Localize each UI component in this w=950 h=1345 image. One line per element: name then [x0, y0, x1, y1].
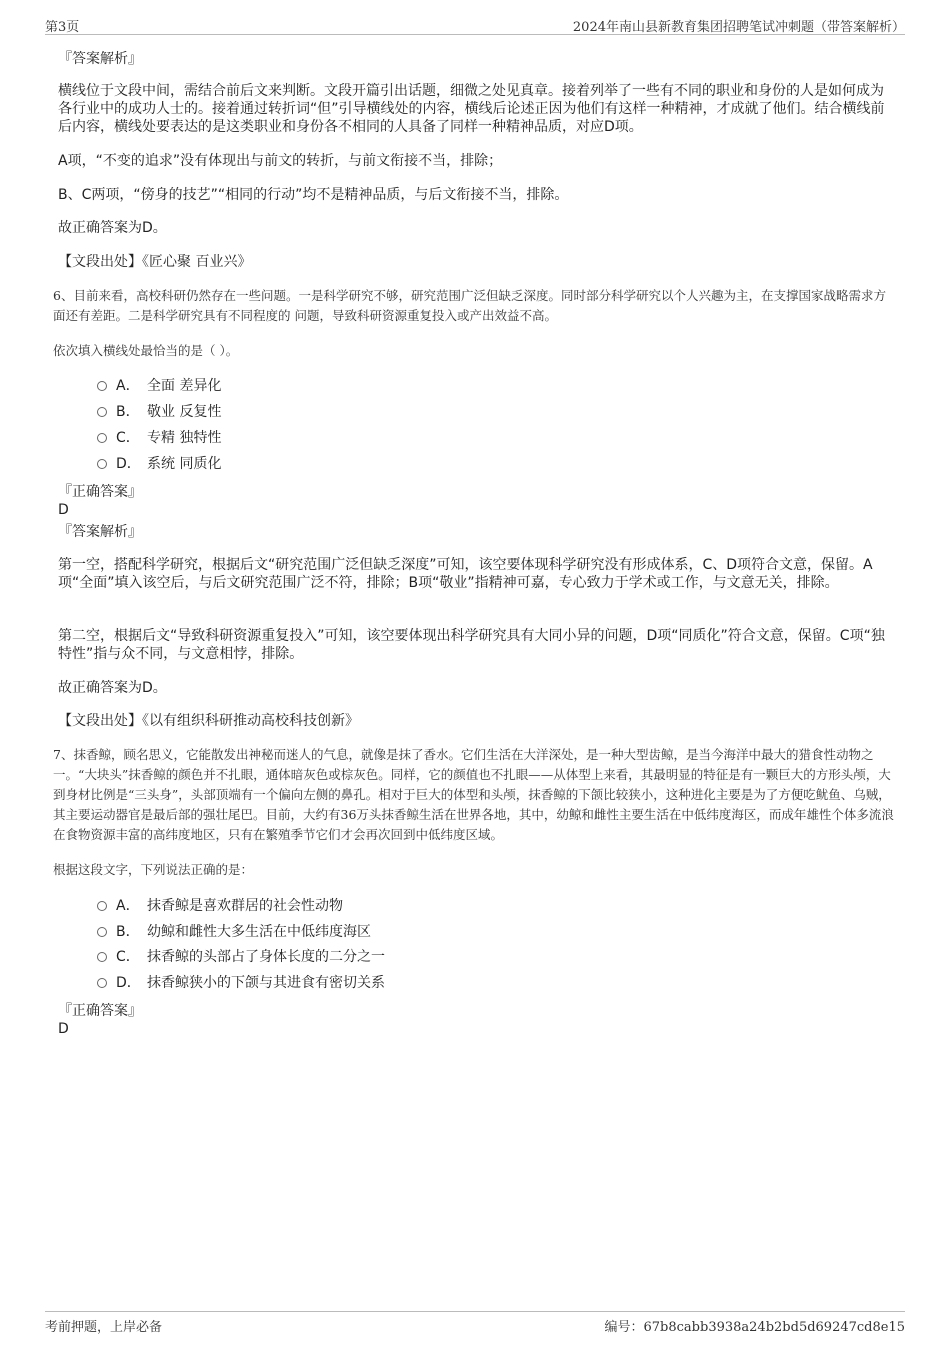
option-key: A． [116, 898, 140, 914]
radio-icon[interactable] [97, 381, 107, 391]
option-key: D． [116, 975, 141, 991]
option-text: 抹香鲸的头部占了身体长度的二分之一 [147, 949, 385, 965]
option-key: D． [116, 456, 141, 472]
q7-option-a[interactable] [97, 896, 343, 916]
radio-icon[interactable] [97, 901, 107, 911]
q6-option-b[interactable] [97, 402, 221, 422]
q5-analysis-paragraph-2: A项，“不变的追求”没有体现出与前文的转折，与前文衔接不当，排除； [58, 153, 503, 169]
radio-icon[interactable] [97, 927, 107, 937]
page-footer [45, 1311, 905, 1335]
q7-answer-label: 『正确答案』 [58, 1003, 142, 1019]
radio-icon[interactable] [97, 459, 107, 469]
q7-prompt: 根据这段文字，下列说法正确的是： [53, 862, 254, 877]
q6-option-d[interactable] [97, 454, 221, 474]
q5-analysis-label: 『答案解析』 [58, 51, 142, 67]
q5-analysis-paragraph-4: 故正确答案为D。 [58, 220, 167, 236]
radio-icon[interactable] [97, 407, 107, 417]
document-code: 编号：67b8cabb3938a24b2bd5d69247cd8e15 [604, 1320, 905, 1335]
q6-answer-label: 『正确答案』 [58, 484, 142, 500]
q6-analysis-label: 『答案解析』 [58, 524, 142, 540]
q7-option-b[interactable] [97, 922, 371, 942]
q5-source: 【文段出处】《匠心聚 百业兴》 [58, 254, 252, 270]
option-key: C． [116, 949, 140, 965]
radio-icon[interactable] [97, 978, 107, 988]
q7-option-c[interactable] [97, 947, 385, 967]
radio-icon[interactable] [97, 952, 107, 962]
q6-option-c[interactable] [97, 428, 221, 448]
q6-option-a[interactable] [97, 376, 221, 396]
option-text: 系统 同质化 [147, 456, 222, 472]
option-key: B． [116, 404, 140, 420]
q7-option-d[interactable] [97, 973, 385, 993]
option-text: 专精 独特性 [147, 430, 222, 446]
q6-prompt: 依次填入横线处最恰当的是（ ）。 [53, 343, 239, 358]
document-title: 2024年南山县新教育集团招聘笔试冲刺题（带答案解析） [572, 20, 905, 35]
option-text: 敬业 反复性 [147, 404, 222, 420]
option-text: 抹香鲸狭小的下颌与其进食有密切关系 [147, 975, 385, 991]
footer-slogan: 考前押题，上岸必备 [45, 1320, 163, 1335]
q6-analysis-paragraph-1: 第一空，搭配科学研究，根据后文“研究范围广泛但缺乏深度”可知，该空要体现科学研究没有形成体系，C、D项符合文意，保留。A项“全面”填入该空后，与后文研究范围广泛不符，排除；B项“敬业”指精神可嘉，专心致力于学术或工作，与文意无关，排除。 [58, 557, 873, 591]
q6-answer: D [58, 502, 69, 518]
option-text: 幼鲸和雌性大多生活在中低纬度海区 [147, 924, 371, 940]
q7-answer: D [58, 1021, 69, 1037]
option-key: A． [116, 378, 140, 394]
option-text: 抹香鲸是喜欢群居的社会性动物 [147, 898, 343, 914]
option-key: B． [116, 924, 140, 940]
page-number: 第3页 [45, 20, 80, 35]
radio-icon[interactable] [97, 433, 107, 443]
q7-stem: 7、抹香鲸，顾名思义，它能散发出神秘而迷人的气息，就像是抹了香水。它们生活在大洋深处，是一种大型齿鲸，是当今海洋中最大的猎食性动物之一。“大块头”抹香鲸的颜色并不扎眼，通体暗灰色或棕灰色。同样，它的颜值也不扎眼——从体型上来看，其最明显的特征是有一颗巨大的方形头颅，大到身材比例是“三头身”，头部顶端有一个偏向左侧的鼻孔。相对于巨大的体型和头颅，抹香鲸的下颌比较狭小，这种进化主要是为了方便吃鱿鱼、乌贼，其主要运动器官是最后部的强壮尾巴。目前，大约有36万头抹香鲸生活在世界各地，其中，幼鲸和雌性主要生活在中低纬度海区，而成年雄性个体多流浪在食物资源丰富的高纬度地区，只有在繁殖季节它们才会再次回到中低纬度区域。 [53, 747, 894, 842]
q6-source: 【文段出处】《以有组织科研推动高校科技创新》 [58, 713, 359, 729]
q6-analysis-paragraph-3: 故正确答案为D。 [58, 680, 167, 696]
q6-stem: 6、目前来看，高校科研仍然存在一些问题。一是科学研究不够，研究范围广泛但缺乏深度。同时部分科学研究以个人兴趣为主，在支撑国家战略需求方面还有差距。二是科学研究具有不同程度的 问题，导致科研资源重复投入或产出效益不高。 [53, 288, 886, 323]
q6-analysis-paragraph-2: 第二空，根据后文“导致科研资源重复投入”可知，该空要体现出科学研究具有大同小异的问题，D项“同质化”符合文意，保留。C项“独特性”指与众不同，与文意相悖，排除。 [58, 628, 885, 662]
q5-analysis-paragraph-3: B、C两项，“傍身的技艺”“相同的行动”均不是精神品质，与后文衔接不当，排除。 [58, 187, 569, 203]
option-text: 全面 差异化 [147, 378, 222, 394]
q5-analysis-paragraph-1: 横线位于文段中间，需结合前后文来判断。文段开篇引出话题，细微之处见真章。接着列举了一些有不同的职业和身份的人是如何成为各行业中的成功人士的。接着通过转折词“但”引导横线处的内容，横线后论述正因为他们有这样一种精神，才成就了他们。结合横线前后内容，横线处要表达的是这类职业和身份各不相同的人具备了同样一种精神品质，对应D项。 [58, 83, 885, 135]
option-key: C． [116, 430, 140, 446]
page-header [45, 14, 905, 35]
